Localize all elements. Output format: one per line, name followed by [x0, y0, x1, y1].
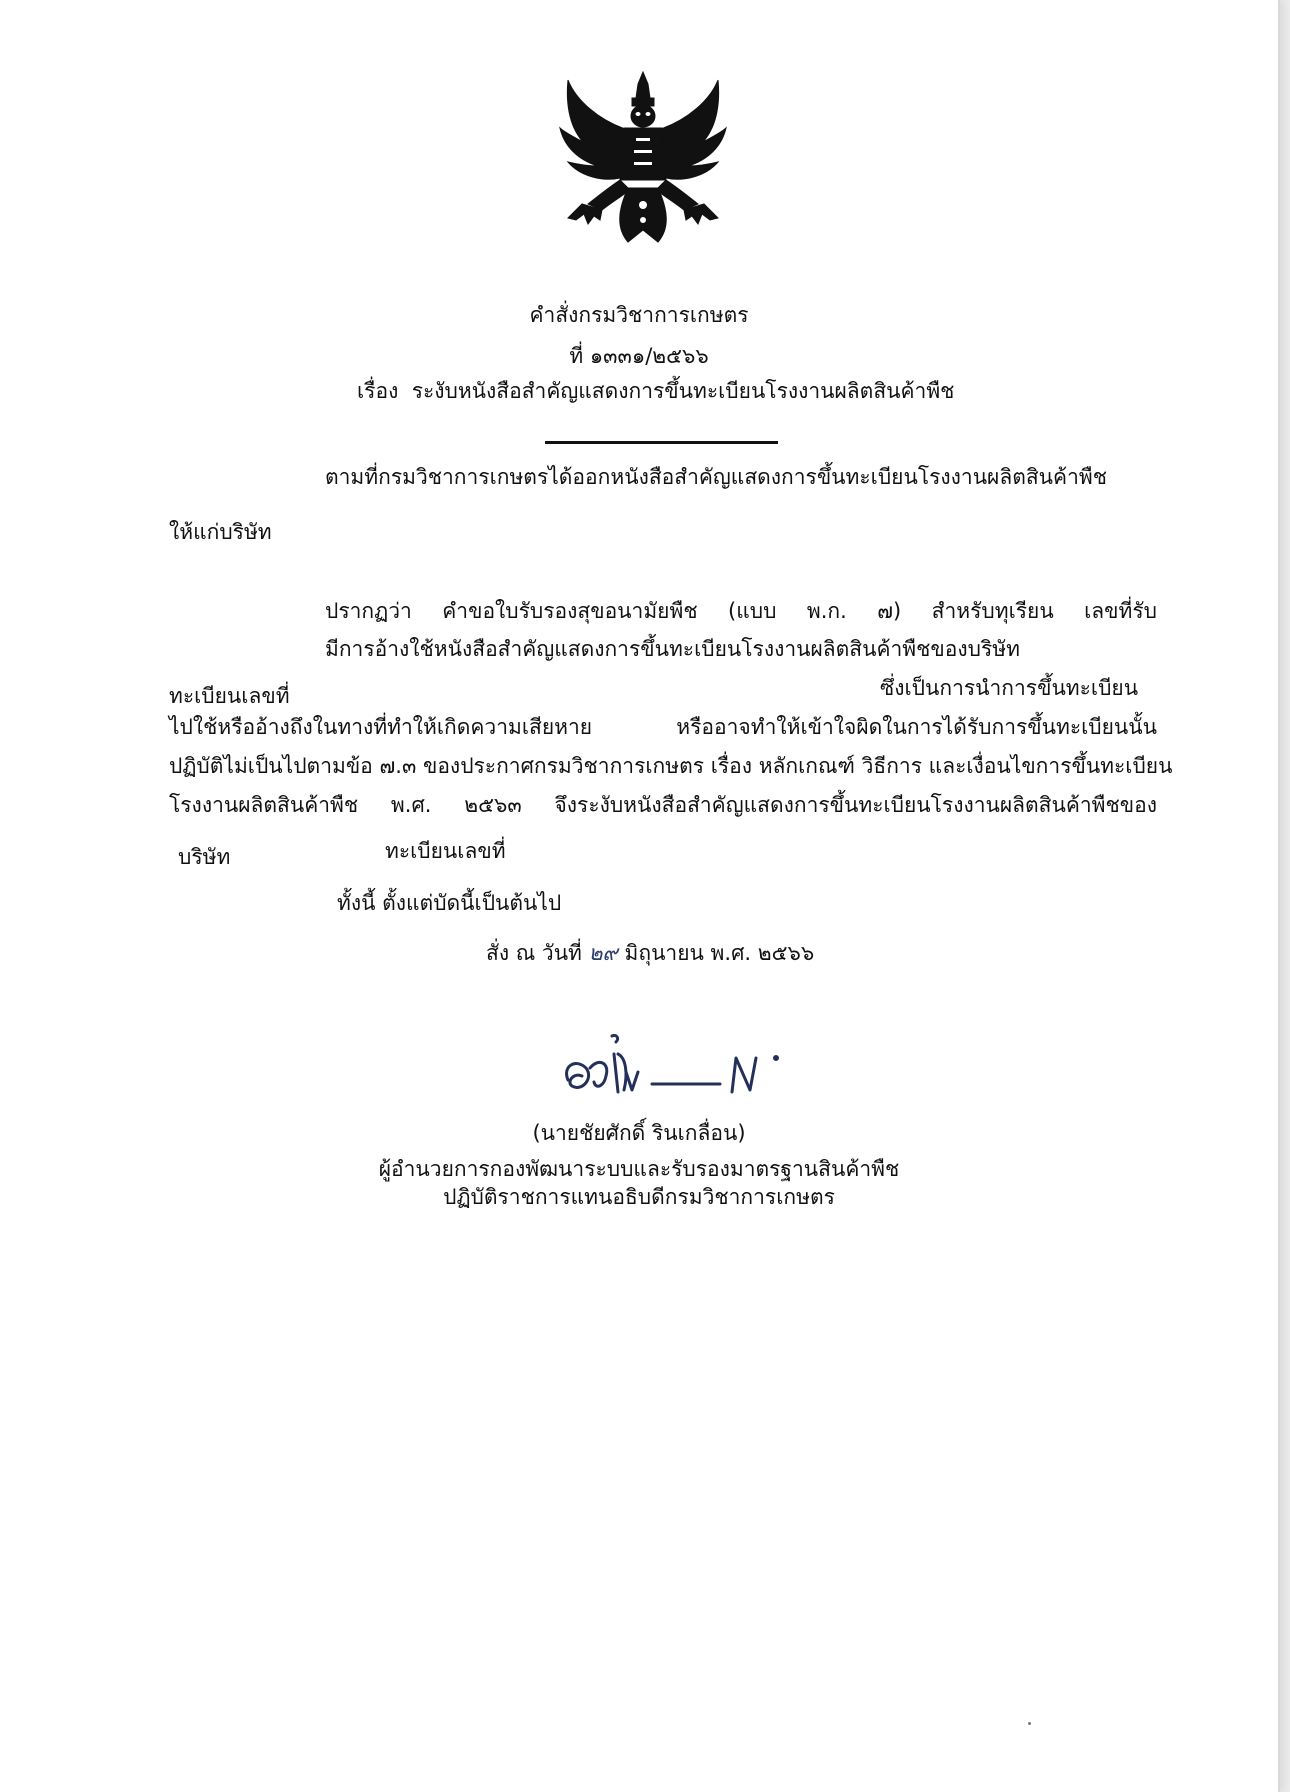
- handwritten-signature-icon: [560, 1028, 790, 1108]
- order-title: คำสั่งกรมวิชาการเกษตร: [529, 303, 749, 327]
- signatory-position-1: ผู้อำนวยการกองพัฒนาระบบและรับรองมาตรฐานสินค้าพืช: [378, 1157, 900, 1181]
- para2-line2: มีการอ้างใช้หนังสือสำคัญแสดงการขึ้นทะเบียนโรงงานผลิตสินค้าพืชของบริษัท: [325, 637, 1020, 661]
- para1-line1: ตามที่กรมวิชาการเกษตรได้ออกหนังสือสำคัญแสดงการขึ้นทะเบียนโรงงานผลิตสินค้าพืช: [325, 465, 1107, 489]
- scan-speck: [1028, 1722, 1031, 1725]
- signatory-name: (นายชัยศักดิ์ รินเกลื่อน): [532, 1121, 746, 1145]
- date-suffix: มิถุนายน พ.ศ. ๒๕๖๖: [624, 941, 815, 965]
- para2-line7-left: บริษัท: [178, 845, 231, 869]
- para2-line4: ไปใช้หรืออ้างถึงในทางที่ทำให้เกิดความเสียหาย หรืออาจทำให้เข้าใจผิดในการได้รับการขึ้นทะเบียนนั้น: [169, 715, 1157, 739]
- para2-line1: ปรากฏว่า คำขอใบรับรองสุขอนามัยพืช (แบบ พ.ก. ๗) สำหรับทุเรียน เลขที่รับ: [325, 599, 1157, 623]
- signatory-position-2: ปฏิบัติราชการแทนอธิบดีกรมวิชาการเกษตร: [443, 1185, 835, 1209]
- para2-line6: โรงงานผลิตสินค้าพืช พ.ศ. ๒๕๖๓ จึงระงับหนังสือสำคัญแสดงการขึ้นทะเบียนโรงงานผลิตสินค้าพืชของ: [169, 793, 1157, 817]
- para3: ทั้งนี้ ตั้งแต่บัดนี้เป็นต้นไป: [337, 891, 562, 915]
- para2-line3-left: ทะเบียนเลขที่: [169, 684, 290, 708]
- garuda-emblem-icon: [558, 70, 728, 250]
- date-day: ๒๙: [588, 941, 618, 965]
- header-divider: [545, 441, 778, 444]
- para2-line3-right: ซึ่งเป็นการนำการขึ้นทะเบียน: [880, 676, 1139, 700]
- subject-line: [357, 378, 954, 404]
- para1-line2: ให้แก่บริษัท: [169, 520, 272, 544]
- para2-line7-right: ทะเบียนเลขที่: [385, 839, 506, 863]
- subject-text: ระงับหนังสือสำคัญแสดงการขึ้นทะเบียนโรงงานผลิตสินค้าพืช: [411, 379, 955, 403]
- date-prefix: สั่ง ณ วันที่: [486, 941, 582, 965]
- order-number: ที่ ๑๓๓๑/๒๕๖๖: [569, 344, 709, 368]
- order-date: [486, 940, 814, 966]
- para2-line5: ปฏิบัติไม่เป็นไปตามข้อ ๗.๓ ของประกาศกรมวิชาการเกษตร เรื่อง หลักเกณฑ์ วิธีการ และเงื่อนไขการขึ้นทะเบียน: [169, 754, 1173, 778]
- subject-label: เรื่อง: [357, 379, 399, 403]
